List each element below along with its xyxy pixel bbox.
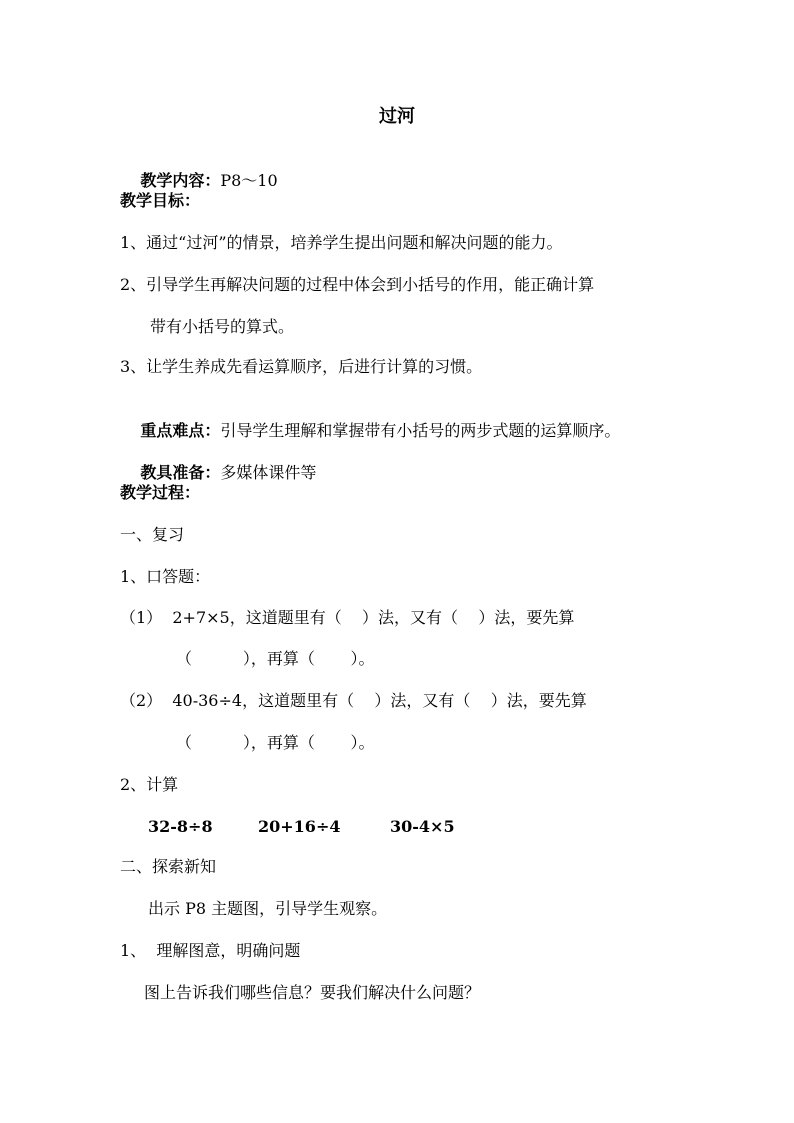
teaching-content-label: 教学内容： — [140, 171, 221, 190]
section-review: 一、复习 — [120, 525, 185, 544]
key-points-value: 引导学生理解和掌握带有小括号的两步式题的运算顺序。 — [220, 421, 621, 440]
question-2-line-1: （2） 40-36÷4，这道题里有（ ）法，又有（ ）法，要先算 — [120, 691, 587, 710]
teaching-tools-label: 教具准备： — [140, 463, 221, 482]
calc-item-3: 30-4×5 — [390, 817, 455, 836]
goal-3: 3、让学生养成先看运算顺序，后进行计算的习惯。 — [120, 357, 483, 376]
page-title: 过河 — [379, 106, 415, 127]
guiding-question: 图上告诉我们哪些信息？要我们解决什么问题？ — [144, 983, 481, 1002]
goal-1: 1、通过“过河”的情景，培养学生提出问题和解决问题的能力。 — [120, 233, 563, 252]
goal-2-line-2: 带有小括号的算式。 — [150, 317, 295, 336]
calc-item-2: 20+16÷4 — [258, 817, 341, 836]
oral-questions-heading: 1、口答题： — [120, 567, 211, 586]
teaching-goals-label: 教学目标： — [120, 191, 201, 210]
question-2-line-2: （ ），再算（ ）。 — [176, 733, 375, 752]
key-points-label: 重点难点： — [140, 421, 221, 440]
question-1-line-2: （ ），再算（ ）。 — [176, 649, 375, 668]
teaching-content-value: P8～10 — [220, 171, 278, 190]
section-explore: 二、探索新知 — [120, 857, 217, 876]
question-1-line-1: （1） 2+7×5，这道题里有（ ）法，又有（ ）法，要先算 — [120, 608, 575, 627]
goal-2-line-1: 2、引导学生再解决问题的过程中体会到小括号的作用，能正确计算 — [120, 275, 595, 294]
teaching-process-label: 教学过程： — [120, 483, 201, 502]
teaching-tools-value: 多媒体课件等 — [220, 463, 317, 482]
show-theme-picture: 出示 P8 主题图，引导学生观察。 — [148, 899, 388, 918]
calc-item-1: 32-8÷8 — [148, 817, 213, 836]
understand-heading: 1、 理解图意，明确问题 — [120, 941, 301, 960]
calculation-heading: 2、计算 — [120, 775, 179, 794]
